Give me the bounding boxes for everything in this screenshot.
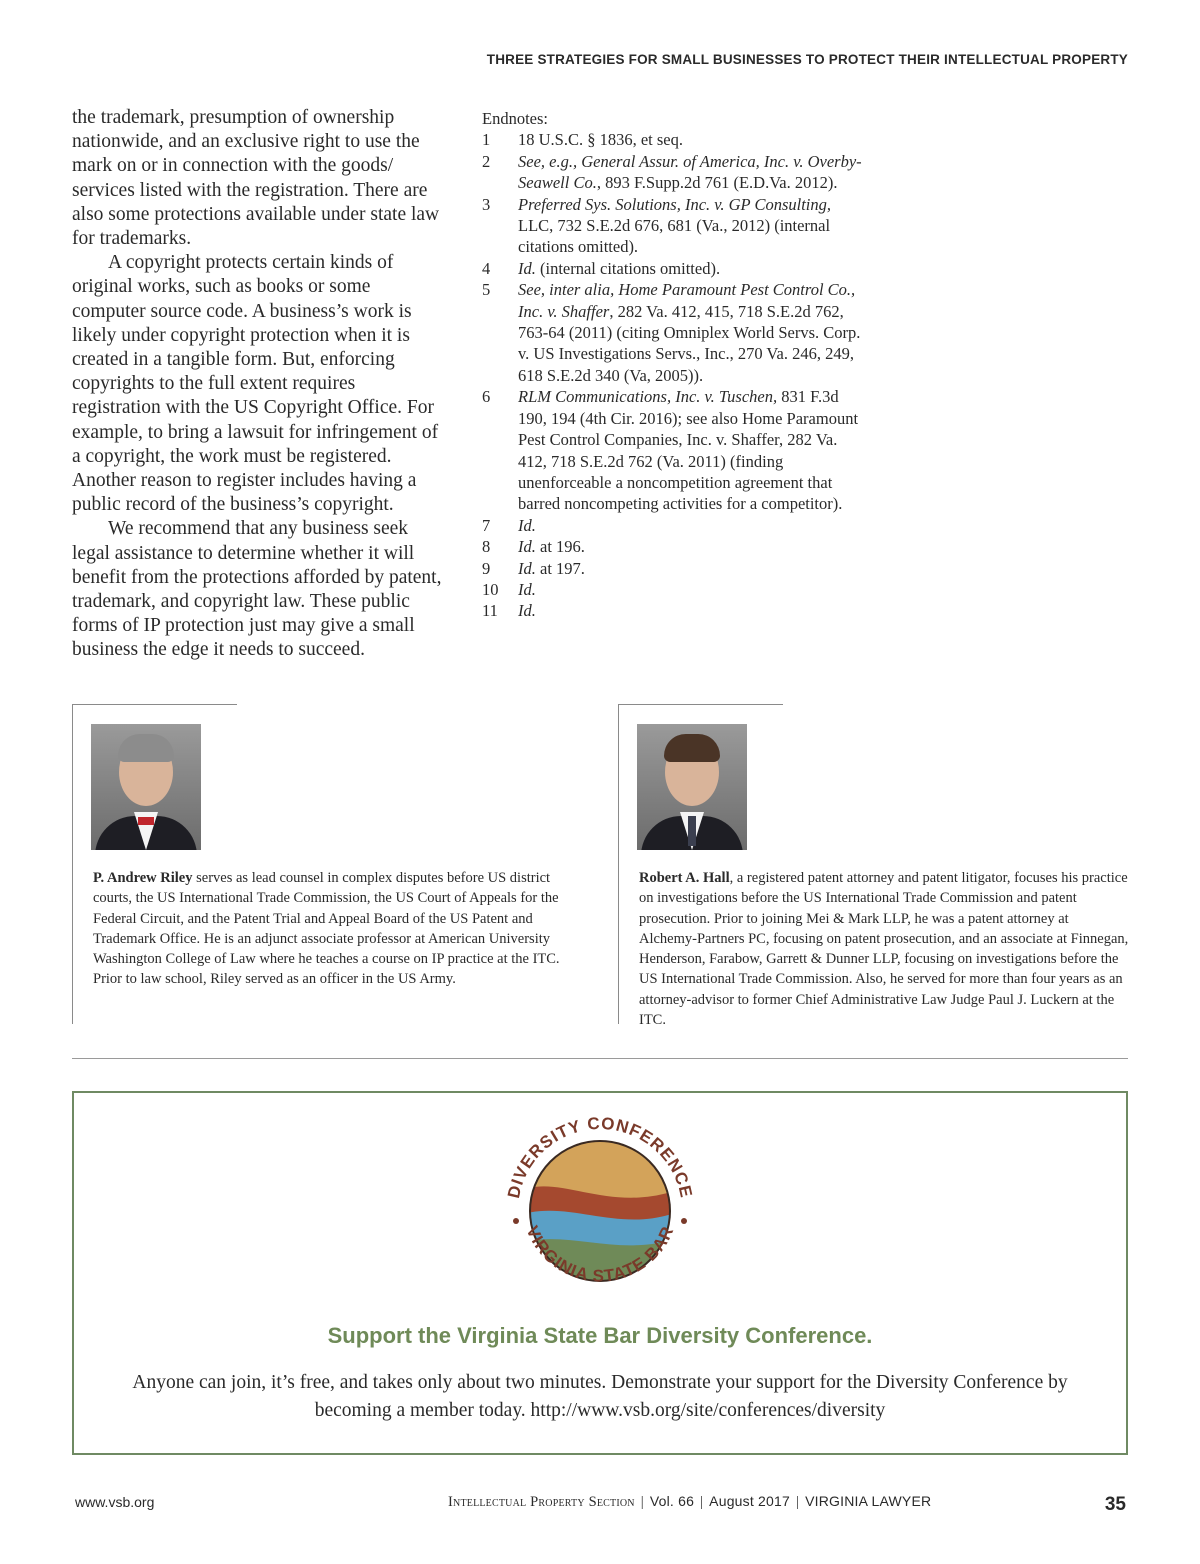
- page-number: 35: [1104, 1494, 1126, 1515]
- endnote-text-plain: , 893 F.Supp.2d 761 (E.D.Va. 2012).: [596, 173, 838, 193]
- footer-magazine: VIRGINIA LAWYER: [805, 1493, 932, 1509]
- endnote-case-name: RLM Communications, Inc. v. Tuschen,: [518, 387, 778, 407]
- endnote-text: [518, 579, 862, 600]
- endnote-text: [518, 258, 862, 279]
- endnote-item: [482, 386, 862, 514]
- endnote-case-name: Id.: [518, 579, 536, 599]
- endnote-number: 10: [482, 579, 499, 599]
- diversity-conference-ad: [72, 1091, 1128, 1455]
- footer-date: August 2017: [709, 1493, 790, 1509]
- endnote-case-name: See, inter alia, Home Paramount Pest Control Co., Inc. v. Shaffer: [518, 280, 856, 321]
- diversity-conference-logo: [500, 1103, 700, 1313]
- promo-body: Anyone can join, it’s free, and takes only about two minutes. Demonstrate your support for the Diversity Conference by becoming a member today. http://www.vsb.org/site/conferences/diversity: [132, 1372, 1068, 1421]
- endnote-number: 11: [482, 601, 498, 621]
- photo-tie: [688, 816, 696, 846]
- endnote-text: [518, 536, 862, 557]
- endnote-text-plain: 18 U.S.C. § 1836, et seq.: [518, 130, 683, 150]
- bio-text: [639, 868, 1129, 1030]
- article-body: [72, 106, 447, 663]
- endnote-item: [482, 558, 862, 579]
- endnote-item: [482, 515, 862, 536]
- endnote-case-name: Id.: [518, 515, 536, 535]
- endnote-item: [482, 151, 862, 194]
- endnote-text: [518, 129, 862, 150]
- bio-rule: [619, 704, 783, 705]
- endnote-text: [518, 600, 862, 621]
- footer-section: Intellectual Property Section: [448, 1494, 635, 1510]
- endnote-item: [482, 194, 862, 258]
- running-head: THREE STRATEGIES FOR SMALL BUSINESSES TO PROTECT THEIR INTELLECTUAL PROPERTY: [486, 52, 1128, 67]
- endnote-text: [518, 151, 862, 194]
- endnote-number: 9: [482, 558, 491, 578]
- footer-separator: |: [640, 1494, 644, 1510]
- endnote-item: [482, 579, 862, 600]
- section-divider: [72, 1058, 1128, 1059]
- photo-hair: [118, 734, 174, 762]
- author-bio-hall: [618, 704, 1129, 1029]
- endnote-item: [482, 129, 862, 150]
- author-name: P. Andrew Riley: [93, 870, 193, 886]
- logo-dot: [681, 1218, 687, 1224]
- endnotes: [482, 108, 862, 622]
- bio-rule: [73, 704, 237, 705]
- logo-bottom-textpath: VIRGINIA STATE BAR: [522, 1223, 678, 1286]
- footer-separator: |: [796, 1494, 800, 1510]
- bio-text: [93, 868, 583, 990]
- endnote-case-name: See, e.g., General Assur. of America, Inc. v. Overby-Seawell Co.: [518, 151, 862, 193]
- endnote-item: [482, 600, 862, 621]
- endnote-case-name: Id.: [518, 537, 536, 557]
- endnote-number: 1: [482, 130, 491, 150]
- endnote-case-name: Id.: [518, 558, 536, 578]
- logo-top-textpath: DIVERSITY CONFERENCE: [503, 1113, 697, 1200]
- endnote-text-plain: at 197.: [535, 558, 585, 578]
- endnote-text-plain: (internal citations omitted).: [535, 258, 721, 278]
- endnote-number: 7: [482, 515, 491, 535]
- endnote-text: [518, 515, 862, 536]
- promo-title: Support the Virginia State Bar Diversity Conference.: [327, 1323, 873, 1348]
- endnote-number: 6: [482, 387, 491, 407]
- bio-body: , a registered patent attorney and patent litigator, focuses his practice on investigations before the US International Trade Commission and patent prosecution. Prior to joining Mei & Mark LLP, he was a patent attorney at Alchemy-Partners PC, focusing on patent prosecution, and an associate at Finnegan, Henderson, Farabow, Garrett & Dunner LLP, focusing on investigations before the US International Trade Commission. Also, he served for more than four years as an attorney-advisor to former Chief Administrative Law Judge Paul J. Luckern at the ITC.: [639, 870, 1129, 1029]
- photo-hair: [664, 734, 720, 762]
- footer-volume: Vol. 66: [649, 1493, 695, 1509]
- endnote-number: 8: [482, 537, 491, 557]
- endnote-text: [518, 279, 862, 386]
- endnote-number: 5: [482, 280, 491, 300]
- endnote-item: [482, 536, 862, 557]
- body-paragraph: We recommend that any business seek legal assistance to determine whether it will benefit from the protections afforded by patent, trademark, and copyright law. These public forms of IP protection just may give a small business the edge it needs to succeed.: [72, 518, 442, 661]
- endnote-text-plain: at 196.: [535, 537, 585, 557]
- endnote-text: [518, 194, 862, 258]
- author-photo: [91, 724, 201, 850]
- author-bio-riley: [72, 704, 583, 1024]
- endnote-item: [482, 279, 862, 386]
- endnote-text-plain: , 282 Va. 412, 415, 718 S.E.2d 762, 763-64 (2011) (citing Omniplex World Servs. Corp. v. US Investigations Servs., Inc., 270 Va. 246, 249, 618 S.E.2d 340 (Va, 2005)).: [518, 301, 861, 385]
- endnote-text: [518, 558, 862, 579]
- endnote-case-name: Id.: [518, 601, 536, 621]
- endnote-number: 2: [482, 151, 491, 171]
- endnote-text: [518, 386, 862, 514]
- logo-dot: [513, 1218, 519, 1224]
- endnote-number: 3: [482, 194, 491, 214]
- author-name: Robert A. Hall: [639, 870, 730, 886]
- footer-publication: [448, 1493, 931, 1511]
- footer-separator: |: [700, 1494, 704, 1510]
- endnote-case-name: Preferred Sys. Solutions, Inc. v. GP Consulting,: [518, 194, 832, 214]
- body-paragraph: the trademark, presumption of ownership nationwide, and an exclusive right to use the mark on or in connection with the goods/ services listed with the registration. There are also some protections available under state law for trademarks.: [72, 107, 440, 250]
- endnotes-heading: Endnotes:: [482, 109, 548, 128]
- bio-body: serves as lead counsel in complex disputes before US district courts, the US International Trade Commission, the US Court of Appeals for the Federal Circuit, and the Patent Trial and Appeal Board of the US Patent and Trademark Office. He is an adjunct associate professor at American University Washington College of Law where he teaches a course on IP practice at the ITC. Prior to law school, Riley served as an officer in the US Army.: [93, 870, 560, 988]
- endnotes-list: [482, 129, 862, 621]
- endnote-item: [482, 258, 862, 279]
- footer-site: www.vsb.org: [75, 1494, 155, 1510]
- endnote-text-plain: 831 F.3d 190, 194 (4th Cir. 2016); see also Home Paramount Pest Control Companies, Inc. v. Shaffer, 282 Va. 412, 718 S.E.2d 762 (Va. 2011) (finding unenforceable a noncompetition agreement that barred noncompeting activities for a competitor).: [518, 387, 859, 514]
- endnote-text-plain: LLC, 732 S.E.2d 676, 681 (Va., 2012) (internal citations omitted).: [518, 216, 831, 257]
- endnote-number: 4: [482, 258, 491, 278]
- author-photo: [637, 724, 747, 850]
- endnote-case-name: Id.: [518, 258, 536, 278]
- body-paragraph: A copyright protects certain kinds of original works, such as books or some computer source code. A business’s work is likely under copyright protection when it is created in a tangible form. But, enforcing copyrights to the full extent requires registration with the US Copyright Office. For example, to bring a lawsuit for infringement of a copyright, the work must be registered. Another reason to register includes having a public record of the business’s copyright.: [72, 252, 439, 516]
- photo-bowtie: [138, 817, 154, 825]
